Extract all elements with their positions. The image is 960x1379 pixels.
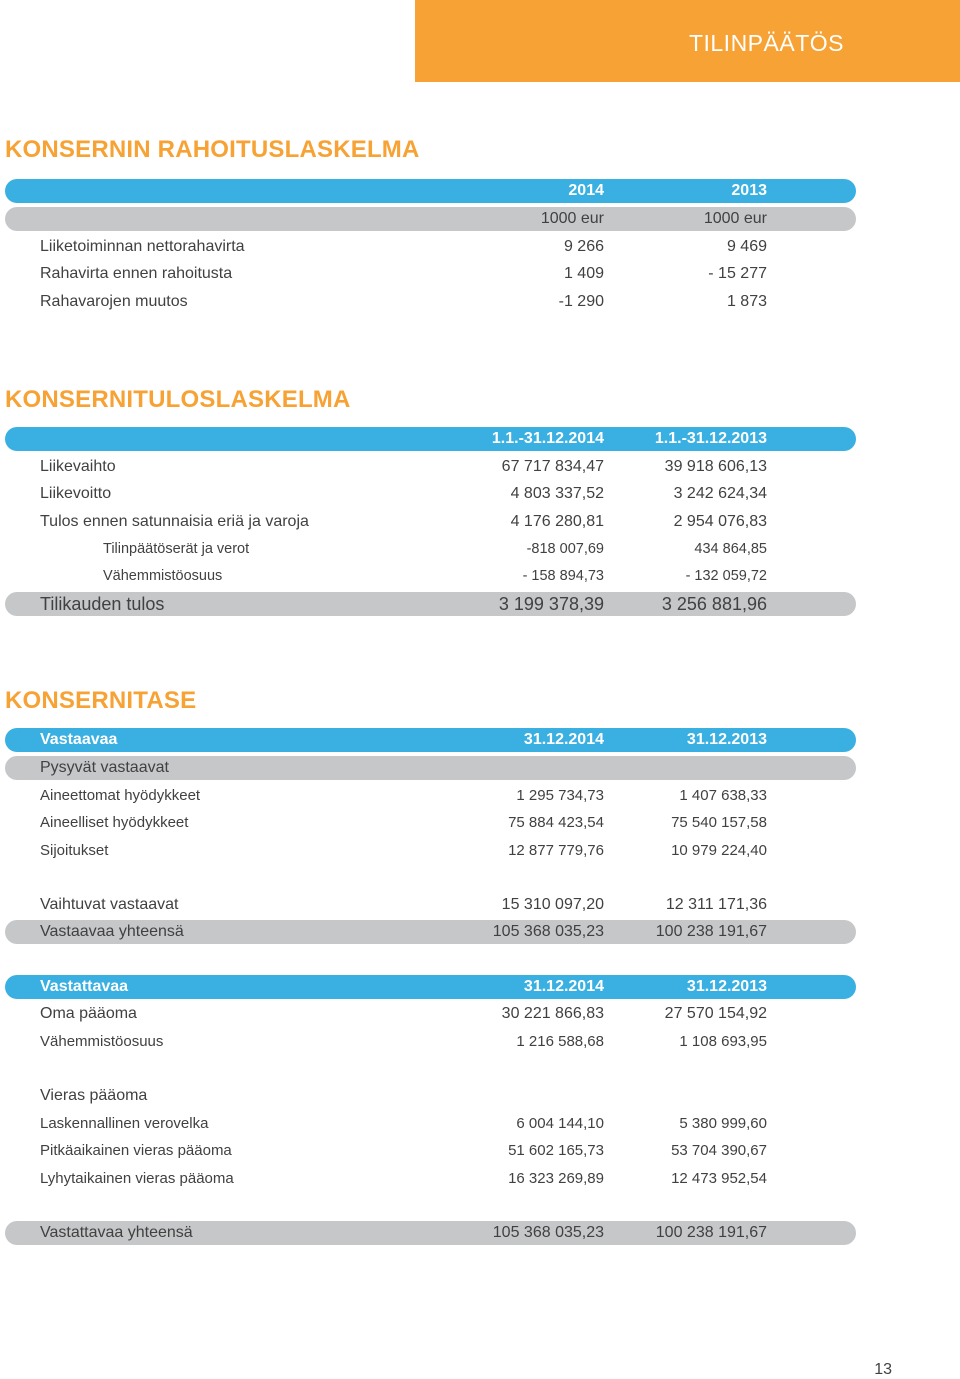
row-label: Liikevaihto [40,458,116,475]
value-2014: 6 004 144,10 [516,1115,604,1132]
section-title-rahoitus: KONSERNIN RAHOITUSLASKELMA [5,136,420,163]
row-label: Tilinpäätöserät ja verot [103,541,250,557]
period-2014: 1.1.-31.12.2014 [491,430,604,447]
row-label: Vähemmistöosuus [103,568,223,584]
value-2014: 15 310 097,20 [501,896,604,913]
value-2014: 51 602 165,73 [508,1142,604,1159]
row-label: Vastattavaa [40,978,129,995]
table-row [0,811,960,835]
row-label: Liiketoiminnan nettorahavirta [40,238,245,255]
value-2013: 100 238 191,67 [655,1224,767,1241]
row-vaihtuvat [0,893,960,917]
row-label: Rahavirta ennen rahoitusta [40,265,233,282]
value-2013: 3 256 881,96 [661,594,767,614]
value-2013: 3 242 624,34 [673,485,767,502]
value-2014: 16 323 269,89 [508,1170,604,1187]
date-2014: 31.12.2014 [523,978,604,995]
value-2014: -818 007,69 [526,541,604,557]
value-2013: 12 311 171,36 [665,896,767,913]
row-label: Aineelliset hyödykkeet [40,814,189,831]
row-vahemmisto [0,1030,960,1054]
row-vastaavaa-total [0,920,960,944]
table-row [0,565,960,589]
row-rahoitus-years [0,179,960,203]
row-label: Tilikauden tulos [40,594,165,614]
row-vastattavaa-header [0,975,960,999]
header-band [415,0,960,82]
date-2013: 31.12.2013 [686,978,767,995]
value-2014: 67 717 834,47 [501,458,604,475]
value-2013: 75 540 157,58 [671,814,767,831]
date-2013: 31.12.2013 [686,731,767,748]
value-2013: 12 473 952,54 [671,1170,767,1187]
row-label: Tulos ennen satunnaisia eriä ja varoja [40,513,309,530]
page-number: 13 [874,1361,892,1378]
table-row [0,1112,960,1136]
row-label: Oma pääoma [40,1005,137,1022]
value-2014: 105 368 035,23 [492,1224,604,1241]
value-2014: -1 290 [558,293,604,310]
section-title-tulos: KONSERNITULOSLASKELMA [5,386,351,413]
section-title-tase: KONSERNITASE [5,687,197,714]
value-2014: 4 803 337,52 [510,485,604,502]
value-2013: 434 864,85 [694,541,767,557]
value-2014: 4 176 280,81 [510,513,604,530]
value-2014: - 158 894,73 [522,568,604,584]
row-label: Liikevoitto [40,485,112,502]
row-label: Lyhytaikainen vieras pääoma [40,1170,234,1187]
value-2014: 1 295 734,73 [516,787,604,804]
table-row [0,510,960,534]
value-2013: 1 108 693,95 [679,1033,767,1050]
value-2013: 27 570 154,92 [664,1005,767,1022]
row-vieras-label [0,1084,960,1108]
value-2014: 75 884 423,54 [508,814,604,831]
value-2013: 1 407 638,33 [679,787,767,804]
table-row [0,1139,960,1163]
row-label: Vieras pääoma [40,1087,148,1104]
table-row [0,839,960,863]
table-row [0,538,960,562]
value-2014: 12 877 779,76 [508,842,604,859]
row-label: Pysyvät vastaavat [40,759,169,776]
unit-2013: 1000 eur [703,210,767,227]
year-2014: 2014 [568,182,604,199]
row-label: Rahavarojen muutos [40,293,188,310]
row-label: Vastattavaa yhteensä [40,1224,193,1241]
table-row [0,235,960,259]
row-label: Sijoitukset [40,842,109,859]
row-label: Pitkäaikainen vieras pääoma [40,1142,232,1159]
header-title: TILINPÄÄTÖS [688,30,844,56]
table-row [0,1167,960,1191]
value-2013: 10 979 224,40 [671,842,767,859]
value-2013: 9 469 [726,238,767,255]
table-row [0,262,960,286]
row-rahoitus-units [0,207,960,231]
value-2013: 2 954 076,83 [673,513,767,530]
row-label: Vastaavaa yhteensä [40,923,184,940]
value-2013: 53 704 390,67 [671,1142,767,1159]
row-vastattavaa-total [0,1221,960,1245]
row-vastaavaa-header [0,728,960,752]
value-2013: 100 238 191,67 [655,923,767,940]
table-row [0,290,960,314]
row-label: Vaihtuvat vastaavat [40,896,179,913]
date-2014: 31.12.2014 [523,731,604,748]
value-2014: 9 266 [563,238,604,255]
year-2013: 2013 [731,182,767,199]
period-2013: 1.1.-31.12.2013 [654,430,767,447]
value-2014: 1 216 588,68 [516,1033,604,1050]
value-2013: 1 873 [726,293,767,310]
value-2013: - 15 277 [708,265,767,282]
unit-2014: 1000 eur [540,210,604,227]
value-2014: 105 368 035,23 [492,923,604,940]
value-2013: 39 918 606,13 [664,458,767,475]
table-row [0,455,960,479]
value-2014: 3 199 378,39 [498,594,604,614]
row-label: Aineettomat hyödykkeet [40,787,201,804]
value-2013: - 132 059,72 [685,568,767,584]
value-2014: 30 221 866,83 [501,1005,604,1022]
row-oma-paaoma [0,1002,960,1026]
value-2014: 1 409 [563,265,604,282]
row-tulos-total [0,591,960,615]
row-label: Vähemmistöosuus [40,1033,164,1050]
row-label: Laskennallinen verovelka [40,1115,209,1132]
row-tulos-periods [0,427,960,451]
table-row [0,482,960,506]
row-label: Vastaavaa [40,731,118,748]
row-pysyvat [0,756,960,780]
table-row [0,784,960,808]
value-2013: 5 380 999,60 [679,1115,767,1132]
